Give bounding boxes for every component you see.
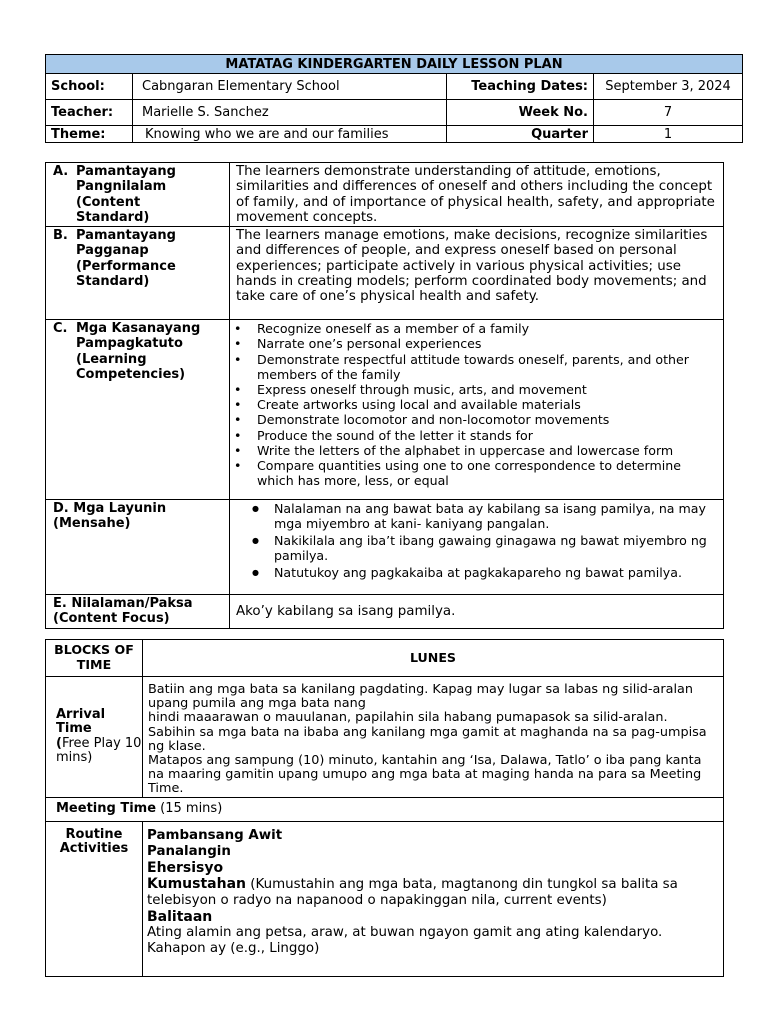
- teaching-dates-value: September 3, 2024: [594, 74, 743, 100]
- list-item: • Compare quantities using one to one correspondence to determine which has more, less, or equal: [230, 458, 719, 488]
- week-label: Week No.: [447, 100, 594, 126]
- kumustahan-paragraph: Kumustahan (Kumustahin ang mga bata, magtanong din tungkol sa balita sa telebisyon o radyo na napanood o napakinggan nila, current events): [147, 875, 678, 908]
- performance-standard-label: B. Pamantayang Pagganap (Performance Standard): [53, 228, 176, 290]
- school-label: School:: [46, 74, 133, 100]
- objectives-list: [230, 501, 719, 580]
- quarter-value: 1: [594, 126, 743, 143]
- content-standard-row: [46, 163, 724, 227]
- list-item: • Narrate one’s personal experiences: [230, 336, 719, 351]
- lunes-header: LUNES: [143, 640, 724, 677]
- theme-label: Theme:: [46, 126, 133, 143]
- list-item: ● Nakikilala ang iba’t ibang gawaing ginagawa ng bawat miyembro ng pamilya.: [230, 533, 719, 563]
- list-item: • Express oneself through music, arts, and movement: [230, 382, 719, 397]
- school-value: Cabngaran Elementary School: [133, 74, 447, 100]
- ehersisyo: Ehersisyo: [147, 859, 224, 876]
- teacher-label: Teacher:: [46, 100, 133, 126]
- content-focus-label: E. Nilalaman/Paksa (Content Focus): [53, 596, 193, 627]
- content-focus-text: Ako’y kabilang sa isang pamilya.: [230, 595, 724, 629]
- list-item: • Demonstrate locomotor and non-locomotor movements: [230, 412, 719, 427]
- list-item: • Write the letters of the alphabet in uppercase and lowercase form: [230, 443, 719, 458]
- list-item: ● Nalalaman na ang bawat bata ay kabilang sa isang pamilya, na may mga miyembro at kani- kaniyang pangalan.: [230, 501, 719, 531]
- balitaan-desc: Ating alamin ang petsa, araw, at buwan ngayon gamit ang ating kalendaryo.: [147, 924, 663, 940]
- teacher-value: Marielle S. Sanchez: [133, 100, 447, 126]
- blocks-of-time-table: [45, 639, 724, 977]
- arrival-paragraph: Matapos ang sampung (10) minuto, kantahin ang ‘Isa, Dalawa, Tatlo’ o iba pang kanta na maaring gamitin upang umupo ang mga bata at maging handa na para sa Meeting Time.: [148, 753, 702, 797]
- objectives-label: D. Mga Layunin (Mensahe): [53, 501, 167, 532]
- performance-standard-text: The learners manage emotions, make decisions, recognize similarities and differences of people, and express oneself based on personal experiences; participate actively in various physical activities; use hands in creating models; perform coordinated body movements; and take care of one’s physical health and safety.: [230, 227, 724, 320]
- meeting-time-label: Meeting Time (15 mins): [46, 797, 724, 821]
- competencies-list: [230, 321, 719, 488]
- blocks-of-time-header: BLOCKS OF TIME: [46, 640, 143, 677]
- content-focus-row: [46, 595, 724, 629]
- quarter-label: Quarter: [447, 126, 594, 143]
- content-standard-label: A. Pamantayang Pangnilalam (Content Standard): [53, 164, 176, 225]
- panalangin: Panalangin: [147, 843, 231, 859]
- arrival-paragraph: Batiin ang mga bata sa kanilang pagdating. Kapag may lugar sa labas ng silid-aralan upang pumila ang mga bata nang: [148, 682, 693, 712]
- list-item: ● Natutukoy ang pagkakaiba at pagkakapareho ng bawat pamilya.: [230, 565, 719, 580]
- list-item: • Recognize oneself as a member of a family: [230, 321, 719, 336]
- performance-standard-row: [46, 227, 724, 320]
- teaching-dates-label: Teaching Dates:: [447, 74, 594, 100]
- list-item: • Demonstrate respectful attitude towards oneself, parents, and other members of the family: [230, 352, 719, 382]
- arrival-time-row: [46, 677, 724, 798]
- objectives-row: [46, 500, 724, 595]
- lesson-plan-title: MATATAG KINDERGARTEN DAILY LESSON PLAN: [46, 55, 743, 74]
- list-item: • Create artworks using local and available materials: [230, 397, 719, 412]
- theme-value: Knowing who we are and our families: [133, 126, 447, 143]
- learning-competencies-label: C. Mga Kasanayang Pampagkatuto (Learning Competencies): [53, 321, 201, 383]
- meeting-time-row: [46, 797, 724, 821]
- routine-activities-row: [46, 821, 724, 976]
- learning-competencies-row: [46, 320, 724, 500]
- week-value: 7: [594, 100, 743, 126]
- list-item: • Produce the sound of the letter it stands for: [230, 428, 719, 443]
- arrival-time-label: Arrival Time (Free Play 10 mins): [46, 677, 143, 798]
- content-standard-text: The learners demonstrate understanding of attitude, emotions, similarities and differences of oneself and others including the concept of family, and of importance of physical health, safety, and appropriate movement concepts.: [230, 163, 724, 227]
- routine-activities-label: Routine Activities: [46, 821, 143, 976]
- header-table: [45, 54, 743, 143]
- kahapon-line: Kahapon ay (e.g., Linggo): [147, 940, 320, 956]
- arrival-paragraph: hindi maaarawan o mauulanan, papilahin sila habang pumapasok sa silid-aralan. Sabihin sa mga bata na ibaba ang kanilang mga gamit at maghanda na sa pag-umpisa ng klase.: [148, 710, 707, 754]
- standards-table: [45, 162, 724, 629]
- pambansang-awit: Pambansang Awit: [147, 827, 283, 843]
- balitaan: Balitaan: [147, 908, 213, 925]
